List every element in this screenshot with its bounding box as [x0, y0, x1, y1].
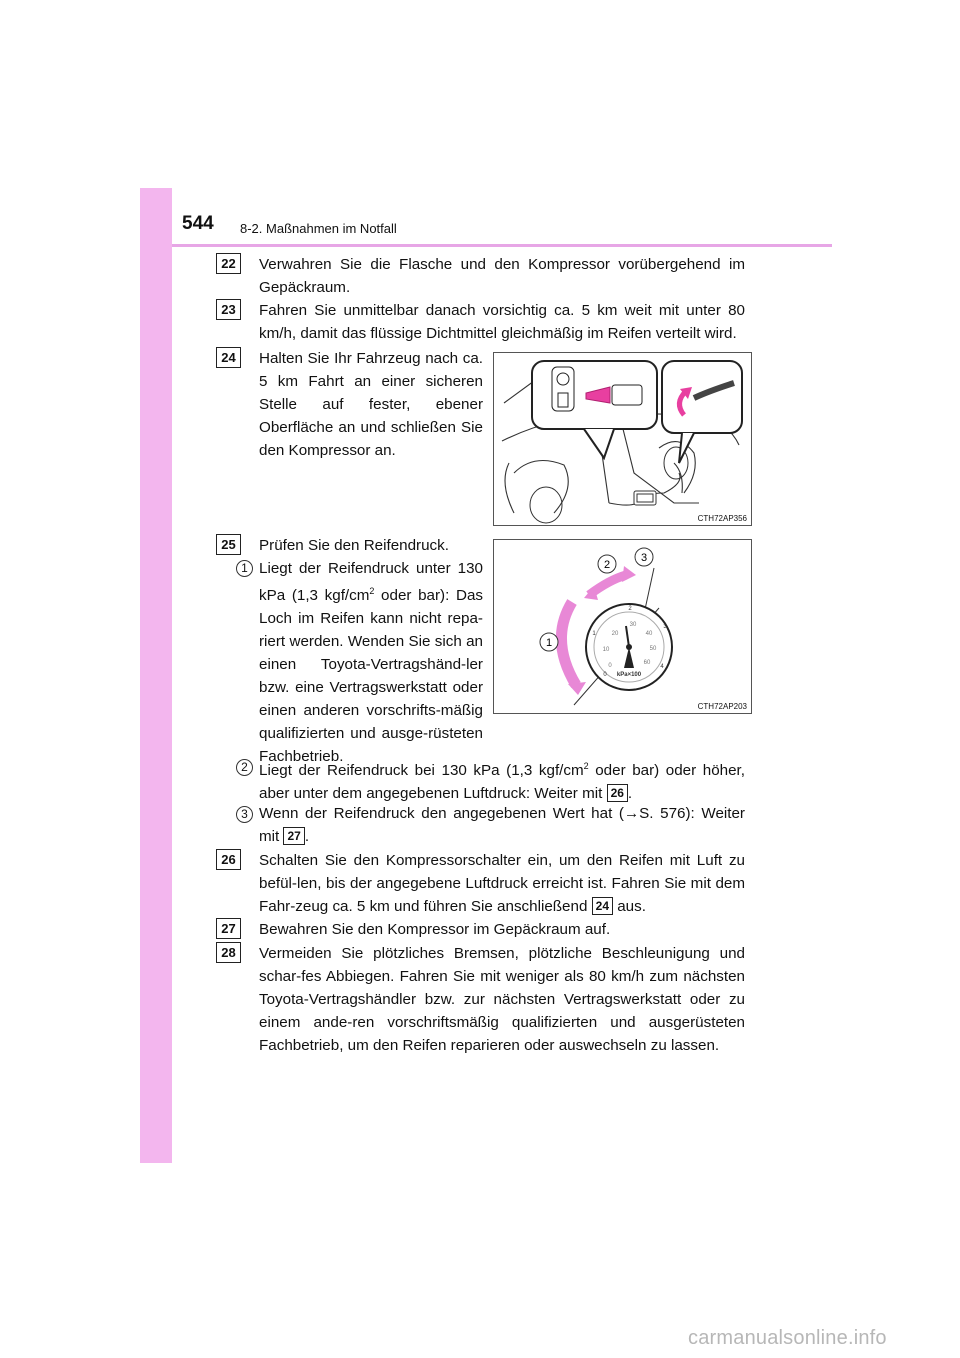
section-title: 8-2. Maßnahmen im Notfall: [240, 221, 397, 236]
subitem-text-2: Liegt der Reifendruck bei 130 kPa (1,3 kgf/$cm^2$ oder bar) oder höher, aber unter dem angegebenen Luftdruck: Weiter mit 26 .: [259, 761, 745, 803]
gauge-inner-label-60: 60: [643, 660, 651, 666]
car-compressor-illustration: [494, 353, 751, 525]
subitem-marker-2: 2: [236, 759, 253, 776]
tire-pressure-gauge-illustration: [494, 540, 751, 713]
gauge-outer-label-0: 0: [603, 672, 607, 678]
watermark-logo: carmanualsonline.info: [688, 1327, 887, 1349]
gauge-inner-label-30: 30: [629, 622, 637, 628]
step-number-24: 24: [216, 347, 241, 368]
step-ref-27[interactable]: 27: [283, 827, 304, 845]
gauge-outer-label-3: 3: [663, 624, 667, 630]
step-text-26: Schalten Sie den Kompressorschalter ein, um den Reifen mit Luft zu befül-len, bis der angegebene Luftdruck erreicht ist. Fahren Sie mit dem Fahr-zeug ca. 5 km und führen Sie anschließend 24 aus.: [259, 852, 745, 915]
chapter-sidebar: [140, 188, 172, 1163]
callout-2: 2: [603, 559, 611, 571]
gauge-unit-label: kPa×100: [616, 672, 642, 678]
step-number-27: 27: [216, 918, 241, 939]
step-text-22: Verwahren Sie die Flasche und den Kompressor vorübergehend im Gepäckraum.: [259, 256, 745, 296]
subitem-marker-1: 1: [236, 560, 253, 577]
step-ref-26[interactable]: 26: [607, 784, 628, 802]
subitem-text-3: Wenn der Reifendruck den angegebenen Wert hat (→S. 576): Weiter mit 27 .: [259, 805, 745, 845]
step-number-25: 25: [216, 534, 241, 555]
step-text-23: Fahren Sie unmittelbar danach vorsichtig ca. 5 km weit mit unter 80 km/h, damit das flüssige Dichtmittel gleichmäßig im Reifen verteilt wird.: [259, 302, 745, 342]
gauge-inner-label-10: 10: [602, 647, 610, 653]
step-ref-24[interactable]: 24: [592, 897, 613, 915]
step-text-28: Vermeiden Sie plötzliches Bremsen, plötzliche Beschleunigung und schar-fes Abbiegen. Fahren Sie mit weniger als 80 km/h zum nächsten Toyota-Vertragshändler bzw. zur nächsten Vertragswerkstatt oder zu einem ande-ren vorschriftsmäßig qualifizierten und ausgerüsteten Fachbetrieb, um den Reifen reparieren oder auswechseln zu lassen.: [259, 945, 745, 1054]
step-number-26: 26: [216, 849, 241, 870]
step-number-23: 23: [216, 299, 241, 320]
gauge-outer-label-2: 2: [628, 606, 632, 612]
callout-3: 3: [640, 552, 648, 564]
page-number: 544: [182, 213, 214, 234]
gauge-outer-label-4: 4: [660, 664, 664, 670]
step-text-24: Halten Sie Ihr Fahrzeug nach ca. 5 km Fahrt an einer sicheren Stelle auf fester, ebener Oberfläche an und schließen Sie den Kompressor an.: [259, 350, 483, 459]
gauge-inner-label-0: 0: [608, 663, 612, 669]
figure-pressure-gauge: [493, 539, 752, 714]
figure-code: CTH72AP203: [697, 702, 747, 711]
callout-1: 1: [545, 637, 553, 649]
gauge-inner-label-20: 20: [611, 631, 619, 637]
gauge-inner-label-50: 50: [649, 646, 657, 652]
figure-compressor-connection: [493, 352, 752, 526]
step-number-28: 28: [216, 942, 241, 963]
subitem-text-1: Liegt der Reifendruck unter 130 kPa (1,3 kgf/$cm^2$ oder bar): Das Loch im Reifen kann nicht repa-riert werden. Wenden Sie sich an einen Toyota-Vertragshänd-ler bzw. eine Vertragswerkstatt oder einen anderen vorschrifts-mäßig qualifizierten und ausge-rüsteten Fachbetrieb.: [259, 560, 483, 766]
gauge-inner-label-40: 40: [645, 631, 653, 637]
step-text-27: Bewahren Sie den Kompressor im Gepäckraum auf.: [259, 921, 611, 938]
step-number-22: 22: [216, 253, 241, 274]
gauge-outer-label-1: 1: [592, 631, 596, 637]
subitem-marker-3: 3: [236, 806, 253, 823]
step-text-25: Prüfen Sie den Reifendruck.: [259, 537, 449, 554]
header-rule: [172, 244, 832, 247]
figure-code: CTH72AP356: [697, 514, 747, 523]
